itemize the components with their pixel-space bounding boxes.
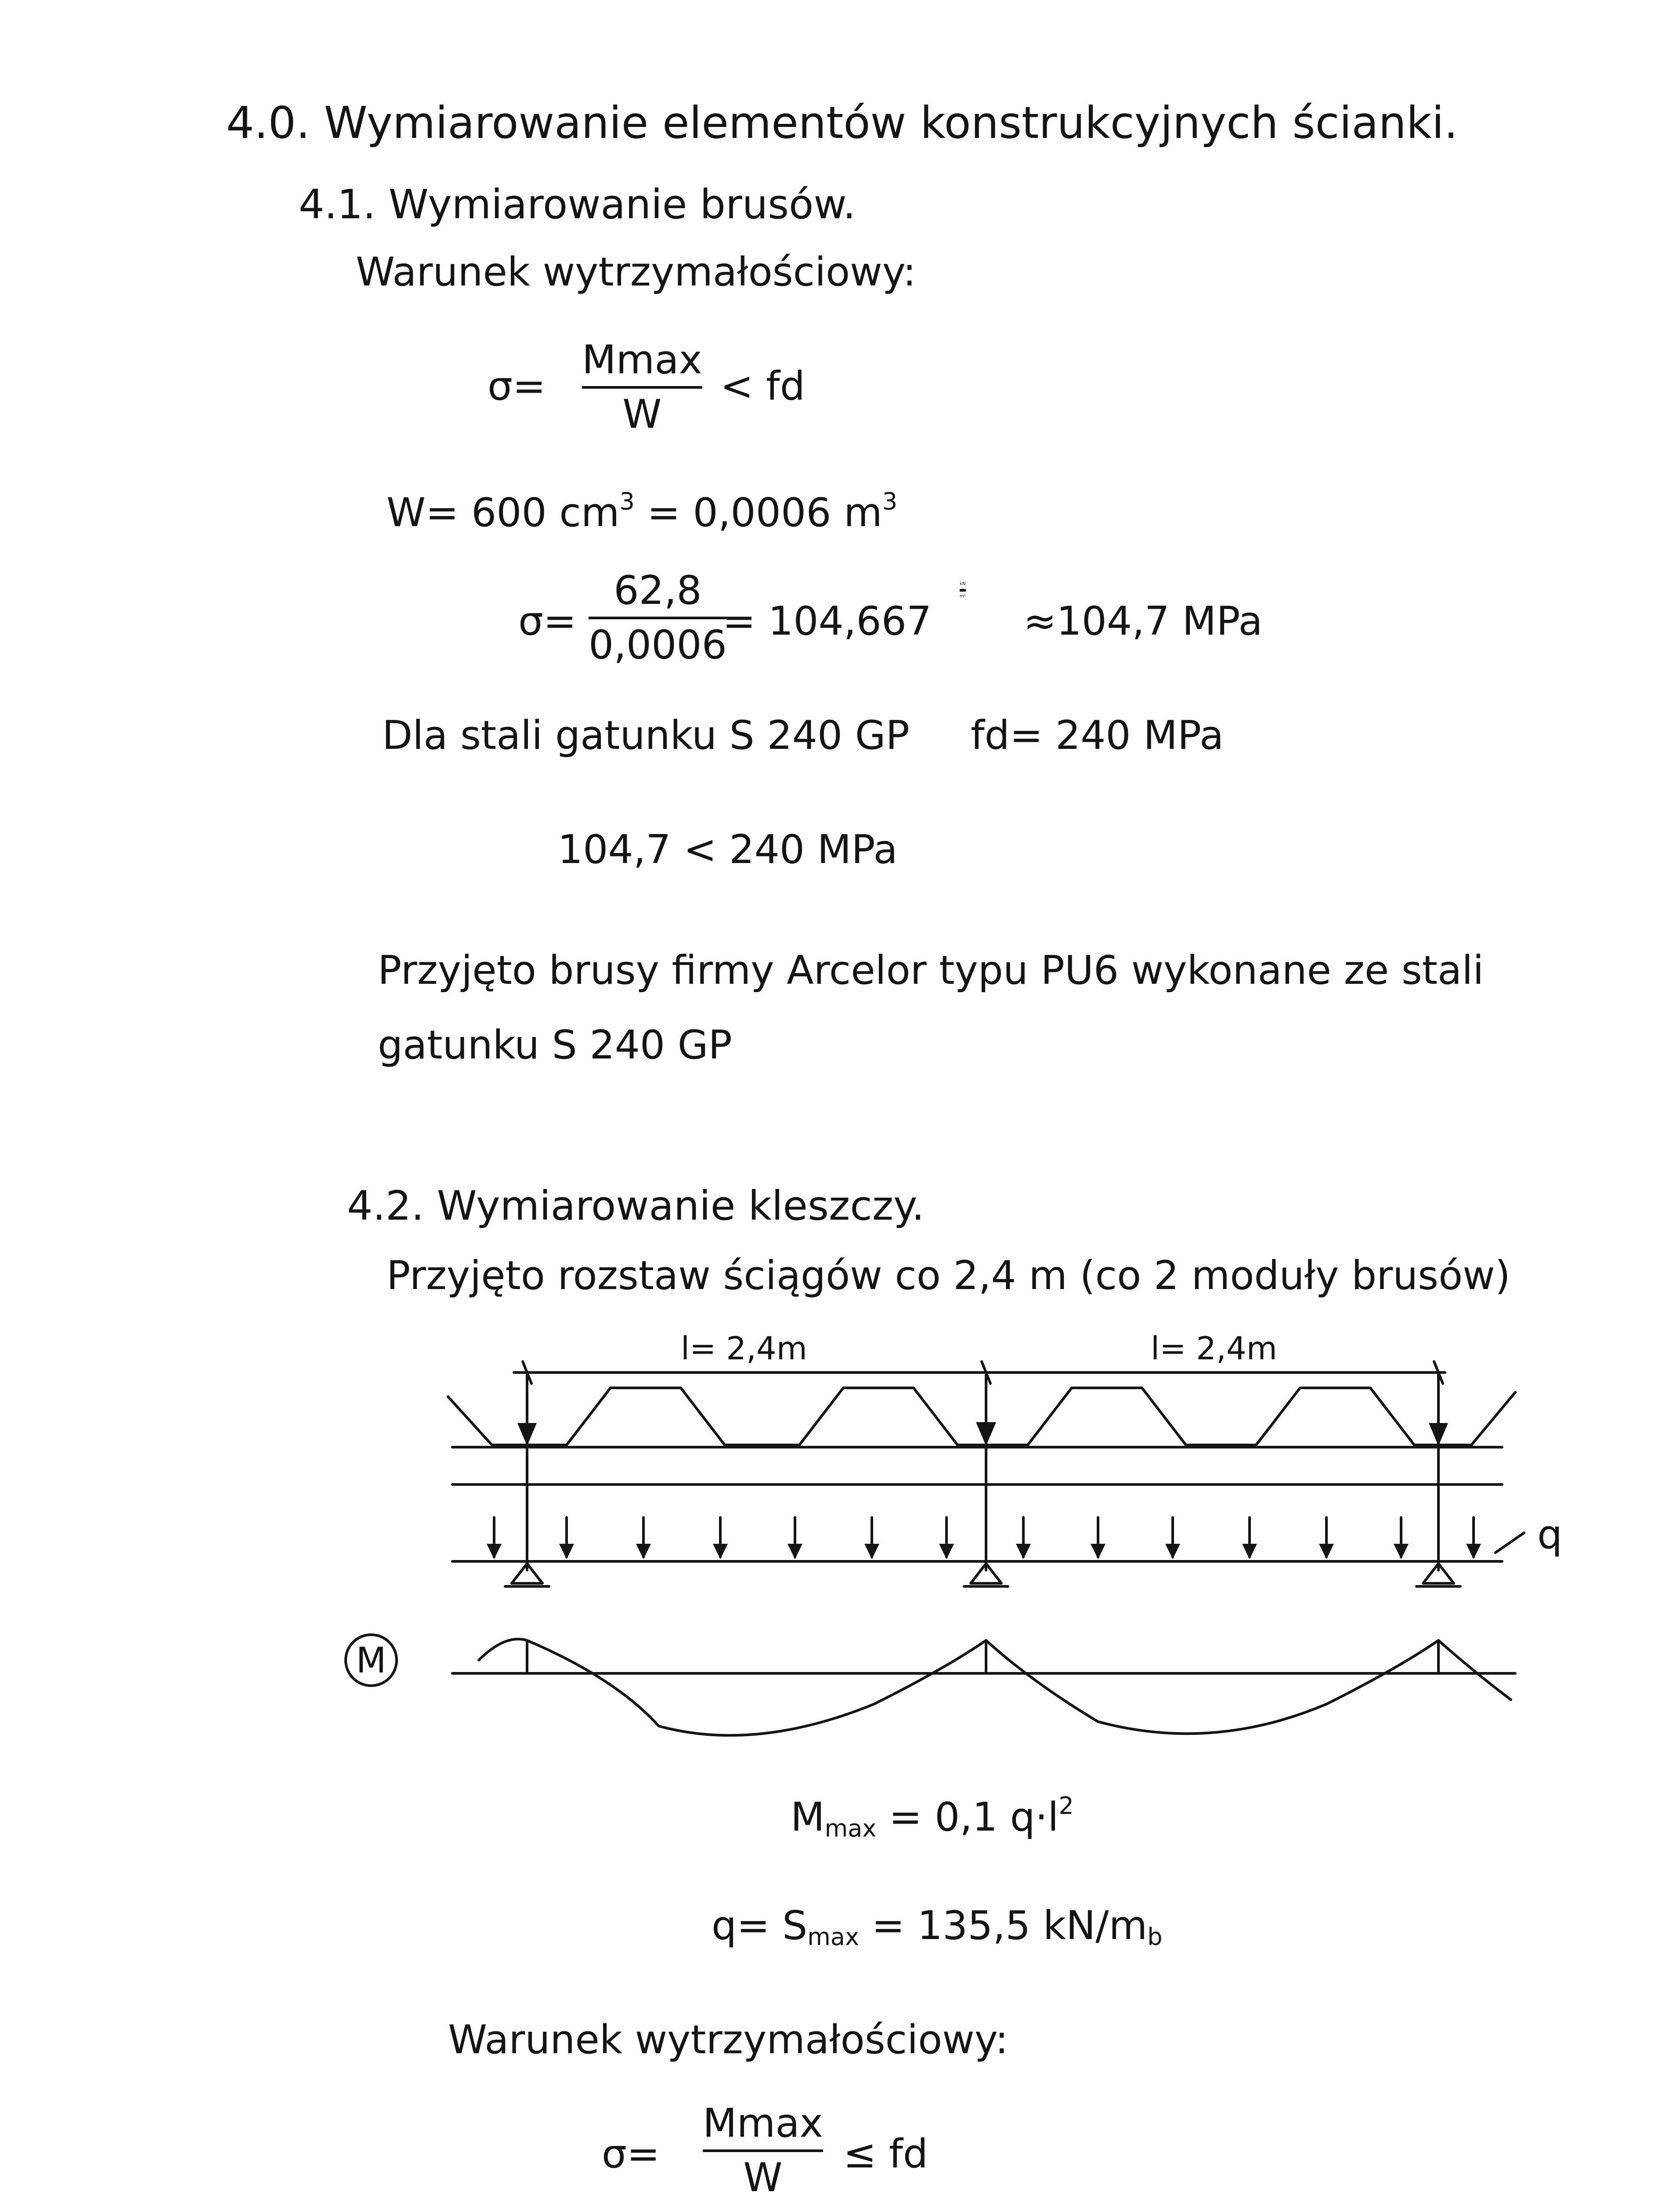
section-modulus-line: W= 600 $cm^3 = 0,0006$ $m^3$ [387, 488, 898, 536]
formula-denominator: W [622, 391, 662, 437]
strength-condition-label-2: Warunek wytrzymałościowy: [448, 2017, 1008, 2063]
formula2-fraction [703, 2100, 823, 2196]
stress-numerator: 62,8 [614, 567, 702, 614]
max-moment-formula: $M_{max} = 0,1$ $q\cdot l^2$ [791, 1792, 1074, 1842]
formula2-numerator: Mmax [703, 2100, 823, 2146]
strength-check: 104,7 < 240 MPa [558, 827, 898, 873]
formula-rhs: < fd [720, 363, 805, 409]
formula-fraction [582, 337, 702, 437]
moment-label: M [356, 1640, 387, 1681]
formula-lhs: σ= [488, 363, 546, 409]
conclusion-line-2: gatunku S 240 GP [378, 1022, 732, 1068]
stress-approx: ≈104,7 MPa [1023, 598, 1263, 644]
distributed-load-arrows [487, 1517, 1481, 1559]
design-strength: fd= 240 MPa [971, 712, 1224, 758]
steel-grade-line: Dla stali gatunku S 240 GP [382, 712, 910, 758]
stress-lhs: σ= [518, 598, 577, 644]
support-2 [964, 1564, 1008, 1586]
conclusion-line-1: Przyjęto brusy firmy Arcelor typu PU6 wykonane ze stali [378, 947, 1484, 993]
load-value-line: $q= S_{max} = 135,5$ $kN/m_b$ [712, 1903, 1163, 1951]
support-1 [505, 1564, 549, 1586]
stress-result: = 104,667 [723, 598, 932, 644]
span-label-1: l= 2,4m [681, 1330, 807, 1367]
formula-numerator: Mmax [582, 337, 702, 383]
span-label-2: l= 2,4m [1151, 1330, 1277, 1367]
formula2-rhs: ≤ fd [843, 2131, 928, 2177]
strength-condition-label: Warunek wytrzymałościowy: [356, 249, 916, 295]
stress-fraction [589, 567, 727, 668]
formula2-lhs: σ= [602, 2131, 660, 2177]
stress-unit: kN m² [960, 582, 966, 599]
page-heading: 4.0. Wymiarowanie elementów konstrukcyjnych ścianki. [226, 97, 1458, 148]
formula2-denominator: W [743, 2155, 783, 2196]
section-4-2-title: 4.2. Wymiarowanie kleszczy. [347, 1182, 925, 1229]
stress-denominator: 0,0006 [589, 622, 727, 668]
support-3 [1416, 1564, 1460, 1586]
spacing-line: Przyjęto rozstaw ściągów co 2,4 m (co 2 moduły brusów) [387, 1253, 1510, 1299]
load-label: q [1537, 1512, 1563, 1558]
section-4-1-title: 4.1. Wymiarowanie brusów. [299, 181, 856, 228]
